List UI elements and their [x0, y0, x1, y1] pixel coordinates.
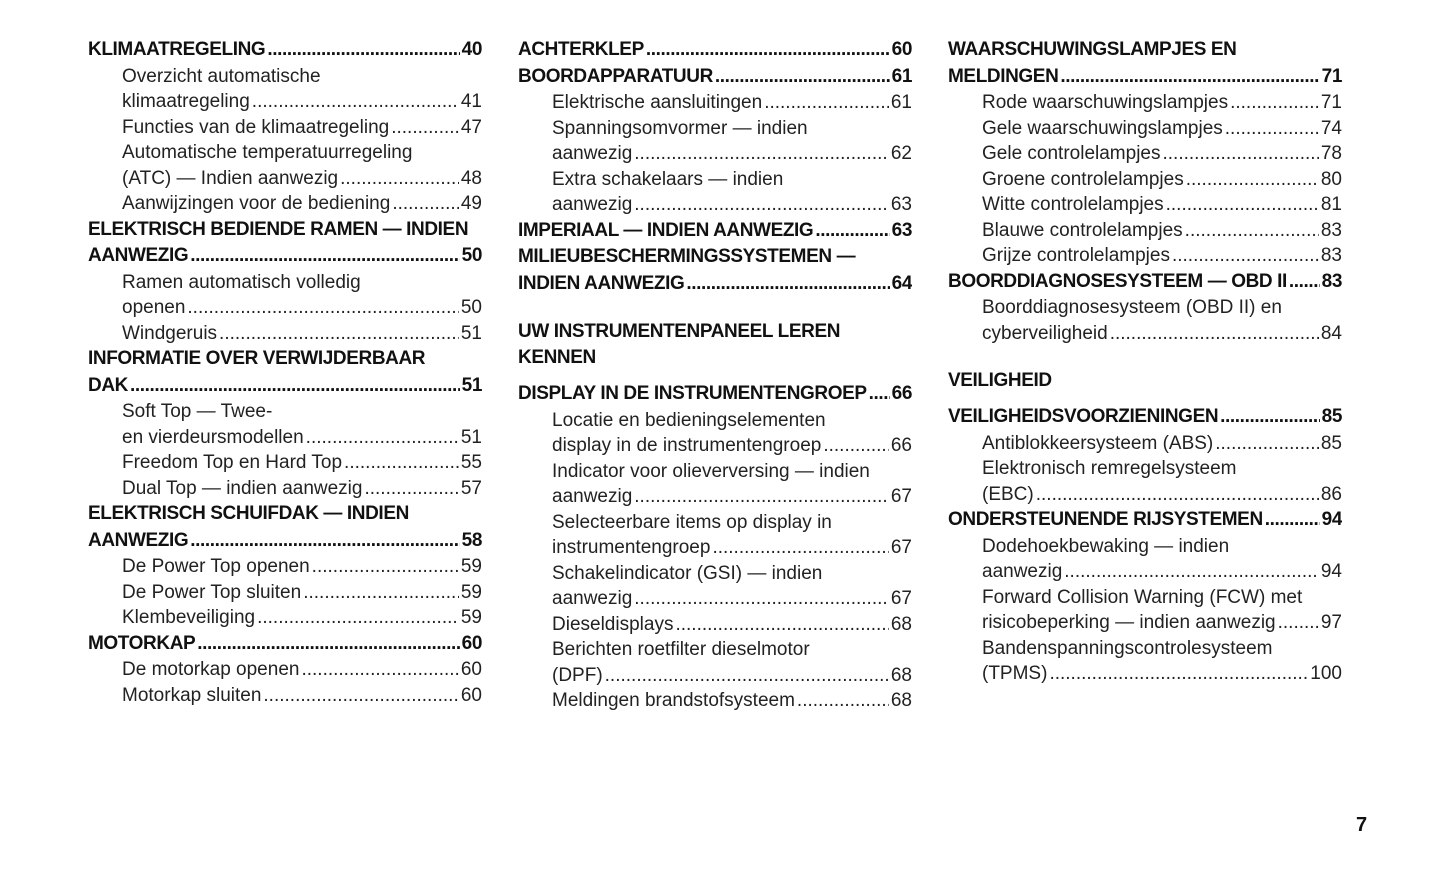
entry-title: VEILIGHEIDSVOORZIENINGEN [948, 406, 1219, 427]
entry-title: (ATC) — Indien aanwezig [122, 167, 339, 189]
toc-subentry[interactable] [518, 459, 912, 510]
entry-title: Witte controlelampjes [982, 194, 1164, 215]
toc-subentry[interactable] [948, 243, 1342, 269]
entry-title: MELDINGEN [948, 65, 1059, 87]
entry-page-number: 41 [460, 91, 482, 112]
entry-title: Spanningsomvormer — indien [552, 117, 808, 139]
entry-title: risicobeperking — indien aanwezig [982, 612, 1276, 633]
entry-page-number: 64 [891, 272, 912, 294]
toc-chapter-entry[interactable] [88, 631, 482, 658]
dot-leader [1049, 661, 1308, 687]
toc-subentry[interactable] [88, 683, 482, 709]
entry-page-number: 94 [1320, 561, 1342, 582]
entry-title: Locatie en bedieningselementen [552, 409, 826, 431]
entry-page-number: 80 [1320, 168, 1342, 190]
toc-subentry[interactable] [948, 534, 1342, 585]
dot-leader [646, 37, 890, 64]
entry-page-number: 51 [461, 374, 482, 396]
toc-subentry[interactable] [948, 585, 1342, 636]
dot-leader [1230, 90, 1319, 116]
entry-page-number: 60 [460, 659, 482, 680]
entry-page-number: 51 [460, 322, 482, 344]
toc-subentry[interactable] [518, 637, 912, 688]
toc-subentry[interactable] [88, 191, 482, 217]
dot-leader [391, 115, 459, 141]
dot-leader [197, 631, 459, 658]
entry-page-number: 59 [460, 581, 482, 603]
entry-page-number: 66 [890, 435, 912, 456]
entry-page-number: 48 [460, 167, 482, 189]
entry-title: De Power Top openen [122, 556, 310, 577]
dot-leader [1220, 404, 1319, 431]
entry-page-number: 66 [891, 383, 912, 404]
toc-subentry[interactable] [88, 554, 482, 580]
entry-page-number: 59 [460, 556, 482, 577]
dot-leader [303, 580, 459, 606]
dot-leader [1162, 141, 1318, 167]
toc-subentry[interactable] [948, 218, 1342, 244]
entry-title: cyberveiligheid [982, 322, 1108, 344]
entry-page-number: 74 [1320, 117, 1342, 139]
entry-page-number: 100 [1310, 663, 1342, 684]
dot-leader [1172, 243, 1319, 269]
toc-chapter-entry[interactable] [518, 244, 912, 297]
dot-leader [712, 535, 888, 561]
entry-title: (DPF) [552, 664, 603, 686]
entry-title: AANWEZIG [88, 529, 189, 551]
dot-leader [634, 192, 889, 218]
entry-title: INDIEN AANWEZIG [518, 272, 685, 294]
dot-leader [1036, 482, 1319, 508]
dot-leader [715, 64, 890, 91]
entry-title: BOORDDIAGNOSESYSTEEM — OBD II [948, 270, 1287, 292]
entry-page-number: 63 [891, 219, 912, 241]
toc-chapter-entry[interactable] [948, 269, 1342, 296]
entry-page-number: 49 [460, 193, 482, 214]
entry-title: openen [122, 297, 186, 318]
dot-leader [1265, 507, 1320, 534]
entry-page-number: 47 [460, 116, 482, 138]
entry-page-number: 71 [1321, 65, 1342, 87]
dot-leader [301, 657, 458, 683]
entry-title: aanwezig [552, 194, 633, 215]
entry-title: aanwezig [552, 588, 633, 609]
entry-page-number: 67 [890, 588, 912, 609]
dot-leader [219, 321, 459, 347]
dot-leader [344, 450, 459, 476]
entry-title: Dual Top — indien aanwezig [122, 477, 363, 499]
dot-leader [605, 663, 889, 689]
toc-subentry[interactable] [88, 321, 482, 347]
toc-subentry[interactable] [88, 64, 482, 115]
entry-title: DAK [88, 374, 128, 396]
entry-title: Functies van de klimaatregeling [122, 116, 390, 138]
dot-leader [312, 554, 459, 580]
dot-leader [1186, 167, 1319, 193]
entry-title: display in de instrumentengroep [552, 435, 822, 456]
entry-page-number: 81 [1320, 194, 1342, 215]
entry-title: Dieseldisplays [552, 613, 674, 635]
dot-leader [267, 37, 459, 64]
toc-column-2 [518, 37, 912, 714]
entry-title: Gele waarschuwingslampjes [982, 117, 1223, 139]
toc-subentry[interactable] [88, 399, 482, 450]
toc-subentry[interactable] [518, 90, 912, 116]
entry-page-number: 57 [460, 477, 482, 499]
toc-subentry[interactable] [518, 612, 912, 638]
entry-page-number: 97 [1320, 612, 1342, 633]
toc-column-3 [948, 37, 1342, 687]
dot-leader [675, 612, 888, 638]
entry-page-number: 84 [1320, 322, 1342, 344]
toc-chapter-entry[interactable] [948, 404, 1342, 431]
toc-chapter-entry[interactable] [518, 37, 912, 64]
entry-title: (EBC) [982, 483, 1034, 505]
dot-leader [263, 683, 458, 709]
entry-page-number: 68 [890, 664, 912, 686]
toc-chapter-entry[interactable] [88, 346, 482, 399]
dot-leader [869, 381, 890, 408]
entry-page-number: 60 [460, 684, 482, 706]
toc-chapter-entry[interactable] [518, 64, 912, 91]
dot-leader [187, 295, 458, 321]
entry-page-number: 62 [890, 143, 912, 164]
dot-leader [1110, 321, 1319, 347]
entry-page-number: 83 [1320, 245, 1342, 266]
toc-subentry[interactable] [948, 90, 1342, 116]
entry-page-number: 60 [891, 39, 912, 60]
entry-title: Meldingen brandstofsysteem [552, 690, 795, 711]
dot-leader [823, 433, 889, 459]
entry-title: aanwezig [982, 561, 1063, 582]
entry-page-number: 50 [460, 297, 482, 318]
entry-title: Selecteerbare items op display in [552, 511, 832, 533]
dot-leader [392, 191, 459, 217]
entry-title: Boorddiagnosesysteem (OBD II) en [982, 297, 1282, 318]
entry-page-number: 67 [890, 537, 912, 558]
dot-leader [1215, 431, 1319, 457]
entry-page-number: 83 [1320, 219, 1342, 241]
entry-title: Elektrische aansluitingen [552, 92, 763, 113]
entry-title: en vierdeursmodellen [122, 426, 304, 448]
toc-chapter-entry[interactable] [88, 501, 482, 554]
entry-page-number: 61 [890, 92, 912, 113]
entry-title: Automatische temperatuurregeling [122, 142, 413, 163]
entry-title: Rode waarschuwingslampjes [982, 92, 1229, 113]
toc-subentry[interactable] [518, 510, 912, 561]
entry-title: Indicator voor olieverversing — indien [552, 460, 870, 482]
dot-leader [764, 90, 889, 116]
toc-subentry[interactable] [948, 167, 1342, 193]
entry-title: Bandenspanningscontrolesysteem [982, 637, 1273, 659]
toc-subentry[interactable] [948, 295, 1342, 346]
toc-chapter-entry[interactable] [948, 37, 1342, 90]
page-number: 7 [1356, 814, 1368, 836]
entry-page-number: 94 [1321, 509, 1342, 530]
entry-page-number: 40 [461, 39, 482, 60]
entry-title: Motorkap sluiten [122, 684, 262, 706]
dot-leader [634, 484, 889, 510]
entry-page-number: 78 [1320, 143, 1342, 164]
dot-leader [306, 425, 459, 451]
dot-leader [364, 476, 458, 502]
entry-title: MILIEUBESCHERMINGSSYSTEMEN — [518, 246, 856, 267]
entry-page-number: 58 [461, 529, 482, 551]
toc-subentry[interactable] [518, 688, 912, 714]
entry-title: De motorkap openen [122, 659, 300, 680]
toc-subentry[interactable] [88, 580, 482, 606]
toc-subentry[interactable] [948, 141, 1342, 167]
dot-leader [1278, 610, 1319, 636]
entry-title: Overzicht automatische [122, 65, 321, 87]
entry-page-number: 68 [890, 613, 912, 635]
toc-subentry[interactable] [948, 456, 1342, 507]
entry-title: Schakelindicator (GSI) — indien [552, 562, 823, 584]
entry-title: Groene controlelampjes [982, 168, 1184, 190]
toc-chapter-entry[interactable] [518, 381, 912, 408]
toc-subentry[interactable] [88, 270, 482, 321]
dot-leader [190, 528, 459, 555]
toc-subentry[interactable] [518, 408, 912, 459]
entry-page-number: 85 [1321, 406, 1342, 427]
toc-chapter-entry[interactable] [88, 37, 482, 64]
dot-leader [130, 373, 460, 400]
toc-subentry[interactable] [518, 167, 912, 218]
toc-column-1 [88, 37, 482, 708]
dot-leader [1166, 192, 1319, 218]
entry-title: ELEKTRISCH SCHUIFDAK — INDIEN [88, 503, 409, 524]
entry-title: ONDERSTEUNENDE RIJSYSTEMEN [948, 509, 1263, 530]
entry-title: instrumentengroep [552, 537, 711, 558]
toc-chapter-entry[interactable] [518, 218, 912, 245]
toc-subentry[interactable] [948, 431, 1342, 457]
entry-title: MOTORKAP [88, 632, 196, 654]
dot-leader [1225, 116, 1319, 142]
dot-leader [340, 166, 459, 192]
entry-page-number: 63 [890, 194, 912, 215]
entry-title: Extra schakelaars — indien [552, 168, 784, 190]
toc-chapter-entry[interactable] [88, 217, 482, 270]
dot-leader [1289, 269, 1320, 296]
toc-subentry[interactable] [948, 636, 1342, 687]
dot-leader [1064, 559, 1319, 585]
toc-subentry[interactable] [88, 605, 482, 631]
entry-title: IMPERIAAL — INDIEN AANWEZIG [518, 219, 814, 241]
dot-leader [634, 141, 889, 167]
dot-leader [634, 586, 889, 612]
entry-page-number: 68 [890, 690, 912, 711]
dot-leader [686, 271, 889, 298]
entry-title: aanwezig [552, 486, 633, 507]
entry-title: (TPMS) [982, 663, 1048, 684]
toc-subentry[interactable] [88, 476, 482, 502]
dot-leader [815, 218, 889, 245]
dot-leader [257, 605, 459, 631]
entry-title: Ramen automatisch volledig [122, 271, 361, 293]
toc-subentry[interactable] [88, 657, 482, 683]
entry-page-number: 67 [890, 486, 912, 507]
dot-leader [1060, 64, 1319, 91]
entry-title: Windgeruis [122, 322, 218, 344]
toc-subentry[interactable] [948, 116, 1342, 142]
entry-title: Aanwijzingen voor de bediening [122, 193, 391, 214]
toc-chapter-entry[interactable] [948, 507, 1342, 534]
toc-subentry[interactable] [518, 116, 912, 167]
entry-title: Klembeveiliging [122, 607, 256, 628]
entry-page-number: 83 [1321, 270, 1342, 292]
entry-title: ACHTERKLEP [518, 39, 644, 60]
entry-title: Dodehoekbewaking — indien [982, 535, 1230, 557]
entry-title: Freedom Top en Hard Top [122, 452, 343, 473]
dot-leader [797, 688, 889, 714]
dot-leader [252, 89, 459, 115]
entry-title: Gele controlelampjes [982, 143, 1161, 164]
entry-title: AANWEZIG [88, 245, 189, 266]
entry-title: ELEKTRISCH BEDIENDE RAMEN — INDIEN [88, 218, 469, 240]
entry-page-number: 85 [1320, 432, 1342, 454]
section-heading: UW INSTRUMENTENPANEEL LEREN KENNEN [518, 321, 841, 368]
entry-title: Blauwe controlelampjes [982, 219, 1183, 241]
entry-title: INFORMATIE OVER VERWIJDERBAAR [88, 348, 426, 369]
entry-page-number: 50 [461, 245, 482, 266]
entry-page-number: 55 [460, 452, 482, 473]
dot-leader [1185, 218, 1319, 244]
entry-page-number: 59 [460, 607, 482, 628]
toc-subentry[interactable] [88, 450, 482, 476]
toc-subentry[interactable] [518, 561, 912, 612]
dot-leader [190, 243, 459, 270]
entry-title: Antiblokkeersysteem (ABS) [982, 432, 1214, 454]
entry-title: Soft Top — Twee- [122, 401, 273, 422]
toc-subentry[interactable] [88, 115, 482, 141]
entry-page-number: 60 [461, 632, 482, 654]
toc-subentry[interactable] [88, 140, 482, 191]
section-heading: VEILIGHEID [948, 370, 1052, 391]
entry-title: Forward Collision Warning (FCW) met [982, 586, 1303, 608]
entry-page-number: 61 [891, 65, 912, 87]
entry-page-number: 51 [460, 426, 482, 448]
entry-page-number: 86 [1320, 483, 1342, 505]
entry-title: Grijze controlelampjes [982, 245, 1170, 266]
entry-title: DISPLAY IN DE INSTRUMENTENGROEP [518, 383, 867, 404]
entry-title: Elektronisch remregelsysteem [982, 458, 1237, 479]
toc-subentry[interactable] [948, 192, 1342, 218]
entry-page-number: 71 [1320, 92, 1342, 113]
entry-title: WAARSCHUWINGSLAMPJES EN [948, 39, 1237, 60]
entry-title: BOORDAPPARATUUR [518, 65, 713, 87]
entry-title: Berichten roetfilter dieselmotor [552, 639, 810, 660]
entry-title: aanwezig [552, 143, 633, 164]
entry-title: KLIMAATREGELING [88, 39, 266, 60]
entry-title: klimaatregeling [122, 91, 250, 112]
entry-title: De Power Top sluiten [122, 581, 302, 603]
